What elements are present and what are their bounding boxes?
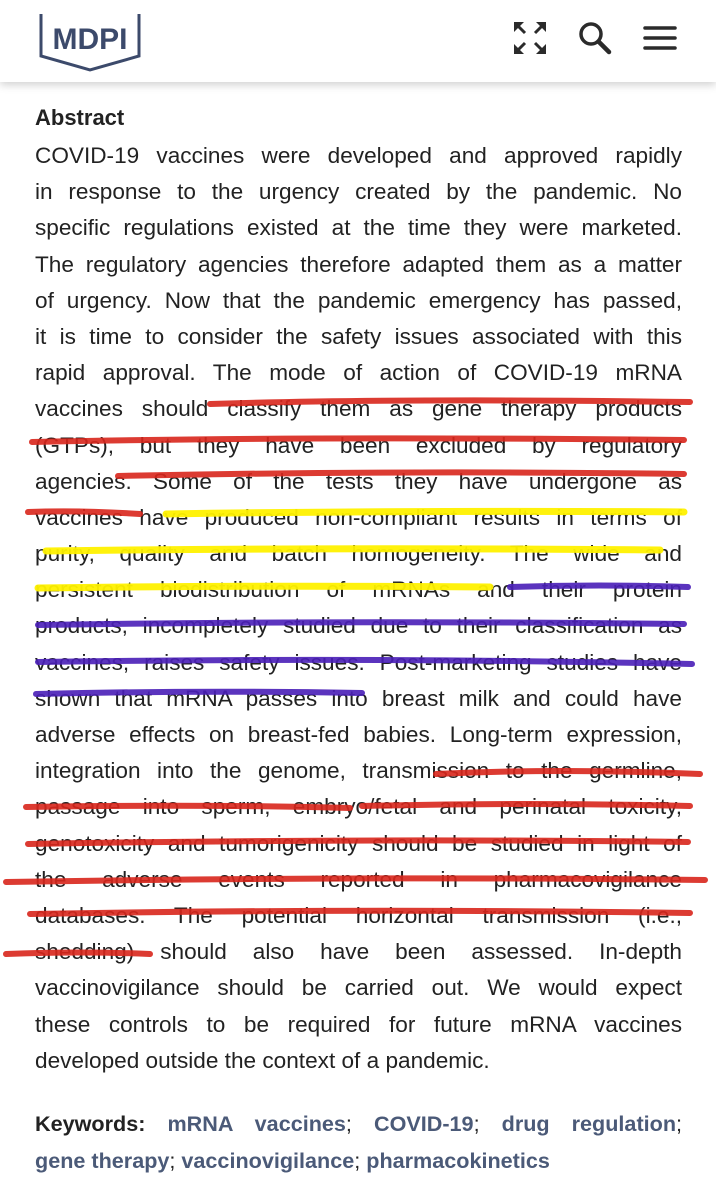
keywords-row [35,1142,682,1179]
logo-text: MDPI [52,23,128,56]
keyword-separator: ; [169,1148,176,1173]
abstract-line: rapid approval. The mode of action of COVID-19 mRNA [35,360,682,386]
keyword-link[interactable]: COVID-19 [373,1111,474,1136]
expand-icon[interactable] [510,18,550,58]
abstract-line: specific regulations existed at the time they were marketed. [35,215,682,241]
keyword-separator: ; [354,1148,361,1173]
abstract-line: passage into sperm, embryo/fetal and perinatal toxicity, [35,794,682,820]
keyword-link[interactable]: mRNA vaccines [167,1111,346,1136]
abstract-line: vaccines, raises safety issues. Post-marketing studies have [35,649,682,675]
abstract-line: (GTPs), but they have been excluded by regulatory [35,432,682,458]
abstract-line: agencies. Some of the tests they have undergone as [35,468,682,494]
keyword-link[interactable]: drug regulation [501,1111,677,1136]
abstract-line: vaccinovigilance should be carried out. We would expect [35,975,682,1001]
abstract-line: it is time to consider the safety issues associated with this [35,323,682,349]
abstract-line: vaccines have produced non-compliant results in terms of [35,504,682,530]
abstract-line: the adverse events reported in pharmacovigilance [35,866,682,892]
abstract-line: in response to the urgency created by the pandemic. No [35,179,682,205]
abstract-heading: Abstract [35,105,125,130]
abstract-line: COVID-19 vaccines were developed and approved rapidly [35,143,682,168]
abstract-line: of urgency. Now that the pandemic emergency has passed, [35,287,682,313]
keyword-link[interactable]: vaccinovigilance [181,1148,355,1173]
abstract-line: shedding) should also have been assessed. In-depth [35,939,682,965]
keyword-link[interactable]: gene therapy [35,1148,170,1173]
abstract-section [35,100,682,1079]
abstract-line: persistent biodistribution of mRNAs and their protein [35,577,682,603]
abstract-line: adverse effects on breast-fed babies. Long-term expression, [35,722,682,747]
abstract-line: vaccines should classify them as gene therapy products [35,396,682,422]
mdpi-logo[interactable] [33,4,147,74]
abstract-line: developed outside the context of a pandemic. [35,1047,490,1073]
abstract-line: The regulatory agencies therefore adapted them as a matter [35,251,682,277]
abstract-line: products, incompletely studied due to their classification as [35,613,682,639]
keyword-separator: ; [345,1111,352,1136]
abstract-line: databases. The potential horizontal transmission (i.e., [35,902,682,928]
keyword-separator: ; [676,1111,683,1136]
abstract-body [35,138,682,1079]
abstract-line: purity, quality and batch homogeneity. The wide and [35,541,682,567]
keywords-row [35,1105,682,1142]
keyword-separator: ; [473,1111,480,1136]
keywords-section [35,1105,682,1179]
abstract-line: shown that mRNA passes into breast milk and could have [35,685,682,711]
keywords-label: Keywords: [35,1111,146,1136]
abstract-line: genotoxicity and tumorigenicity should be studied in light of [35,830,682,856]
search-icon[interactable] [575,18,615,58]
keyword-link[interactable]: pharmacokinetics [366,1148,550,1173]
abstract-line: these controls to be required for future mRNA vaccines [35,1011,682,1037]
site-header [0,0,716,82]
menu-icon[interactable] [640,18,680,58]
abstract-line: integration into the genome, transmission to the germline, [35,758,682,784]
